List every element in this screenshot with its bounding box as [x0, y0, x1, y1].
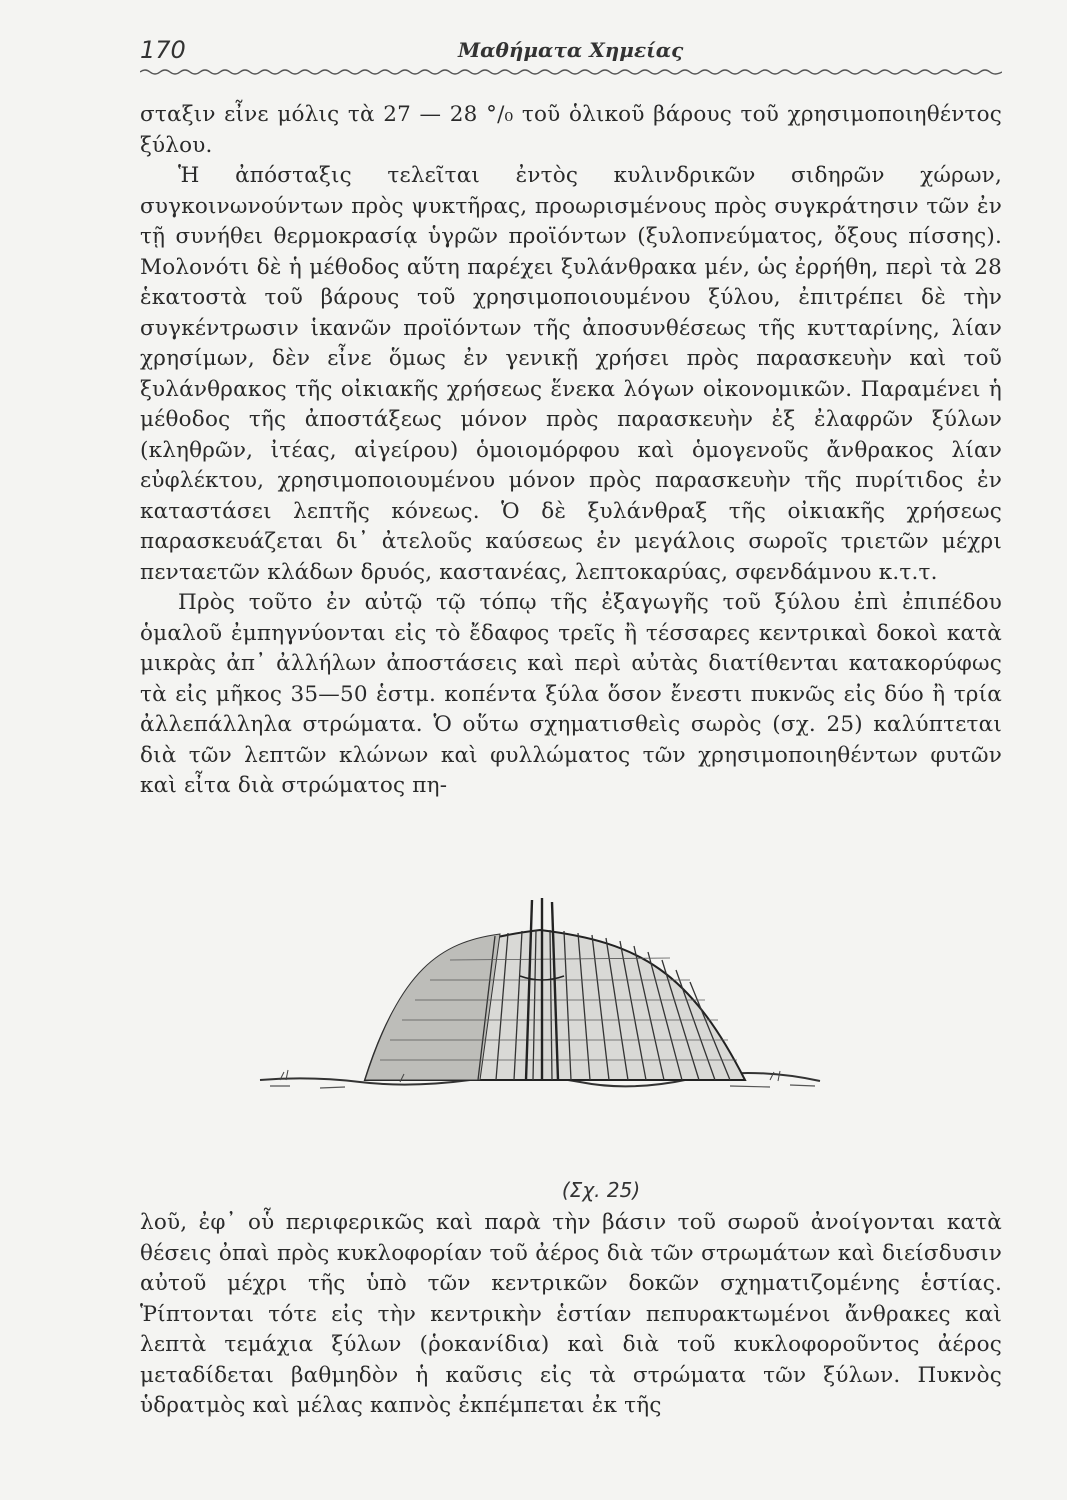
page-number: 170	[140, 36, 186, 64]
paragraph: σταξιν εἶνε μόλις τὰ 27 — 28 °/₀ τοῦ ὁλικοῦ βάρους τοῦ χρησιμοποιηθέντος ξύλου.	[140, 102, 1002, 158]
body-text-top	[140, 100, 1002, 802]
body-text-bottom	[140, 1208, 1002, 1422]
header-wavy-rule	[140, 66, 1002, 76]
figure-caption: (Σχ. 25)	[561, 1178, 641, 1202]
paragraph: Ἡ ἀπόσταξις τελεῖται ἐντὸς κυλινδρικῶν σιδηρῶν χώρων, συγκοινωνούντων πρὸς ψυκτῆρας, προωρισμένους πρὸς συγκράτησιν τῶν ἐν τῇ συνήθει θερμοκρασίᾳ ὑγρῶν προϊόντων (ξυλοπνεύματος, ὄξους πίσσης). Μολονότι δὲ ἡ μέθοδος αὕτη παρέχει ξυλάνθρακα μέν, ὡς ἐρρήθη, περὶ τὰ 28 ἑκατοστὰ τοῦ βάρους τοῦ χρησιμοποιουμένου ξύλου, ἐπιτρέπει δὲ τὴν συγκέντρωσιν ἱκανῶν προϊόντων τῆς ἀποσυνθέσεως τῆς κυτταρίνης, λίαν χρησίμων, δὲν εἶνε ὅμως ἐν γενικῇ χρήσει πρὸς παρασκευὴν καὶ τοῦ ξυλάνθρακος τῆς οἰκιακῆς χρήσεως ἕνεκα λόγων οἰκονομικῶν. Παραμένει ἡ μέθοδος τῆς ἀποστάξεως μόνον πρὸς παρασκευὴν ἐξ ἐλαφρῶν ξύλων (κληθρῶν, ἰτέας, αἰγείρου) ὁμοιομόρφου καὶ ὁμογενοῦς ἄνθρακος λίαν εὐφλέκτου, χρησιμοποιουμένου μόνον πρὸς παρασκευὴν τῆς πυρίτιδος ἐν καταστάσει λεπτῆς κόνεως. Ὁ δὲ ξυλάνθραξ τῆς οἰκιακῆς χρήσεως παρασκευάζεται δι᾽ ἀτελοῦς καύσεως ἐν μεγάλοις σωροῖς τριετῶν μέχρι πενταετῶν κλάδων δρυός, καστανέας, λεπτοκαρύας, σφενδάμνου κ.τ.τ.	[140, 163, 1002, 585]
paragraph: λοῦ, ἐφ᾽ οὗ περιφερικῶς καὶ παρὰ τὴν βάσιν τοῦ σωροῦ ἀνοίγονται κατὰ θέσεις ὀπαὶ πρὸς κυκλοφορίαν τοῦ ἀέρος διὰ τῶν στρωμάτων καὶ διείσδυσιν αὐτοῦ μέχρι τῆς ὑπὸ τῶν κεντρικῶν δοκῶν σχηματιζομένης ἑστίας. Ῥίπτονται τότε εἰς τὴν κεντρικὴν ἑστίαν πεπυρακτωμένοι ἄνθρακες καὶ λεπτὰ τεμάχια ξύλων (ῥοκανίδια) καὶ διὰ τοῦ κυκλοφοροῦντος ἀέρος μεταδίδεται βαθμηδὸν ἡ καῦσις εἰς τὰ στρώματα τῶν ξύλων. Πυκνὸς ὑδρατμὸς καὶ μέλας καπνὸς ἐκπέμπεται ἐκ τῆς	[140, 1210, 1002, 1418]
paragraph: Πρὸς τοῦτο ἐν αὐτῷ τῷ τόπῳ τῆς ἐξαγωγῆς τοῦ ξύλου ἐπὶ ἐπιπέδου ὁμαλοῦ ἐμπηγνύονται εἰς τὸ ἔδαφος τρεῖς ἢ τέσσαρες κεντρικαὶ δοκοὶ κατὰ μικρὰς ἀπ᾽ ἀλλήλων ἀποστάσεις καὶ περὶ αὐτὰς διατίθενται κατακορύφως τὰ εἰς μῆκος 35—50 ἑστμ. κοπέντα ξύλα ὅσον ἔνεστι πυκνῶς εἰς δύο ἢ τρία ἀλλεπάλληλα στρώματα. Ὁ οὕτω σχηματισθεὶς σωρὸς (σχ. 25) καλύπτεται διὰ τῶν λεπτῶν κλώνων καὶ φυλλώματος τῶν χρησιμοποιηθέντων φυτῶν καὶ εἶτα διὰ στρώματος πη-	[140, 590, 1002, 798]
running-title: Μαθήματα Χημείας	[458, 38, 684, 62]
charcoal-mound-illustration	[250, 880, 830, 1110]
